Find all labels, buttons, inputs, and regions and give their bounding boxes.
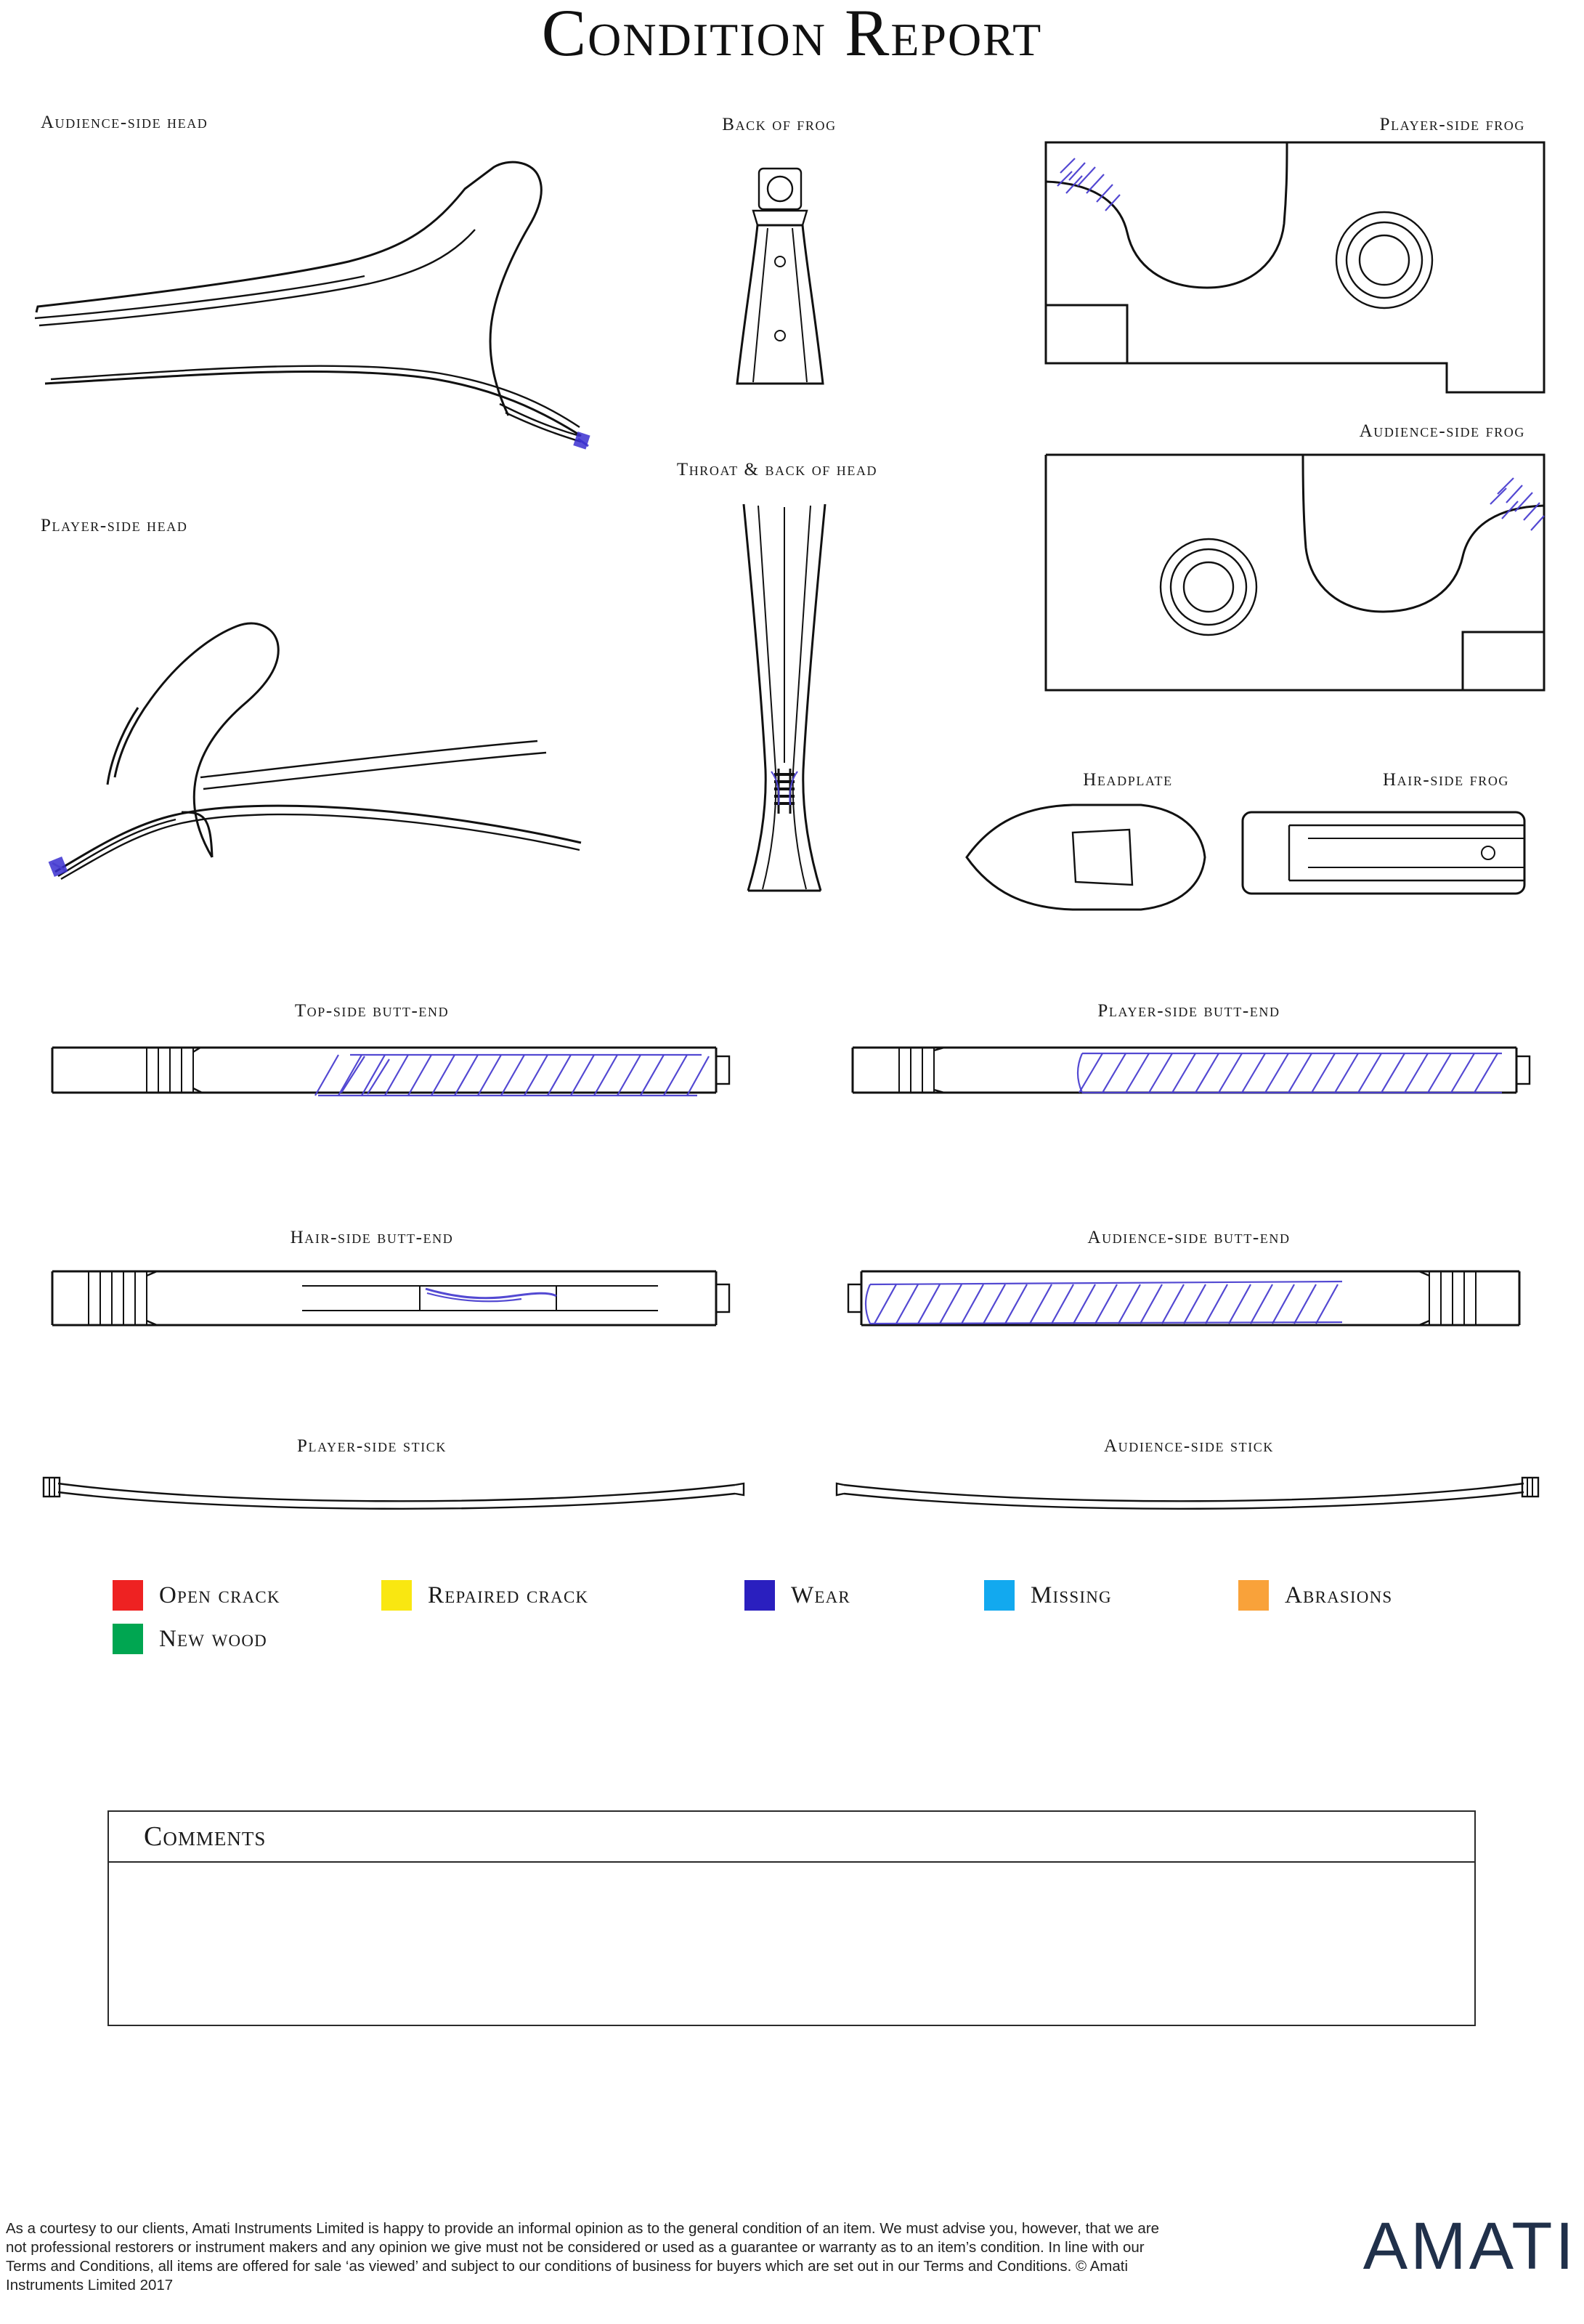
caption-back-of-frog: Back of frog [722,115,837,134]
amati-logo: AMATI [1362,2209,1577,2283]
legend-item-wear [744,1580,984,1611]
figure-headplate [962,801,1209,917]
figure-audience-side-butt-end [848,1266,1531,1331]
caption-audience-side-head: Audience-side head [41,113,208,132]
figure-back-of-frog [715,166,846,398]
legend-item-new-wood [113,1624,267,1654]
caption-top-side-butt-end: Top-side butt-end [294,1001,450,1021]
swatch-new-wood [113,1624,143,1654]
figure-hair-side-frog [1238,806,1529,901]
legend-item-missing [984,1580,1238,1611]
caption-player-side-frog: Player-side frog [1379,115,1525,134]
legend-label-repaired-crack: Repaired crack [428,1582,589,1608]
figure-audience-side-stick [834,1467,1546,1518]
swatch-wear [744,1580,775,1611]
caption-player-side-butt-end: Player-side butt-end [1097,1001,1280,1021]
legend [0,1580,1584,1667]
figure-player-side-head [29,559,581,879]
figure-player-side-frog [1040,138,1548,400]
legend-label-missing: Missing [1031,1582,1112,1608]
legend-label-wear: Wear [791,1582,850,1608]
legend-label-abrasions: Abrasions [1285,1582,1393,1608]
legend-item-repaired-crack [381,1580,744,1611]
swatch-open-crack [113,1580,143,1611]
caption-player-side-stick: Player-side stick [296,1436,447,1456]
swatch-repaired-crack [381,1580,412,1611]
legend-row-2 [0,1624,1584,1654]
legend-item-open-crack [113,1580,381,1611]
caption-throat-back-of-head: Throat & back of head [676,460,878,479]
swatch-missing [984,1580,1015,1611]
legend-row-1 [0,1580,1584,1611]
comments-input[interactable] [109,1863,1474,2025]
caption-audience-side-stick: Audience-side stick [1103,1436,1275,1456]
caption-audience-side-butt-end: Audience-side butt-end [1087,1228,1291,1247]
caption-hair-side-frog: Hair-side frog [1382,770,1510,790]
legend-label-open-crack: Open crack [159,1582,280,1608]
swatch-abrasions [1238,1580,1269,1611]
figure-player-side-butt-end [848,1037,1531,1103]
caption-audience-side-frog: Audience-side frog [1359,421,1525,441]
page-title: Condition Report [541,0,1043,70]
caption-headplate: Headplate [1083,770,1173,790]
caption-player-side-head: Player-side head [41,516,188,535]
figure-audience-side-head [29,145,581,450]
figure-top-side-butt-end [48,1037,731,1103]
figure-throat-back-of-head [719,501,850,894]
legend-item-abrasions [1238,1580,1392,1611]
footer-disclaimer: As a courtesy to our clients, Amati Instruments Limited is happy to provide an informal opinion as to the general condition of an item. We must advise you, however, that we are not professional restorers or instrument makers and any opinion we give must not be considered or used as a guarantee or warranty as to an item’s condition. In line with our Terms and Conditions, all items are offered for sale ‘as viewed’ and subject to our conditions of business for buyers which are set out in our Terms and Conditions. © Amati Instruments Limited 2017 [6,2220,1160,2293]
legend-label-new-wood: New wood [159,1625,267,1652]
figure-hair-side-butt-end [48,1266,731,1331]
caption-hair-side-butt-end: Hair-side butt-end [290,1228,454,1247]
figure-audience-side-frog [1040,450,1548,712]
comments-heading: Comments [109,1812,1474,1863]
comments-box [107,1810,1476,2026]
figure-player-side-stick [36,1467,748,1518]
